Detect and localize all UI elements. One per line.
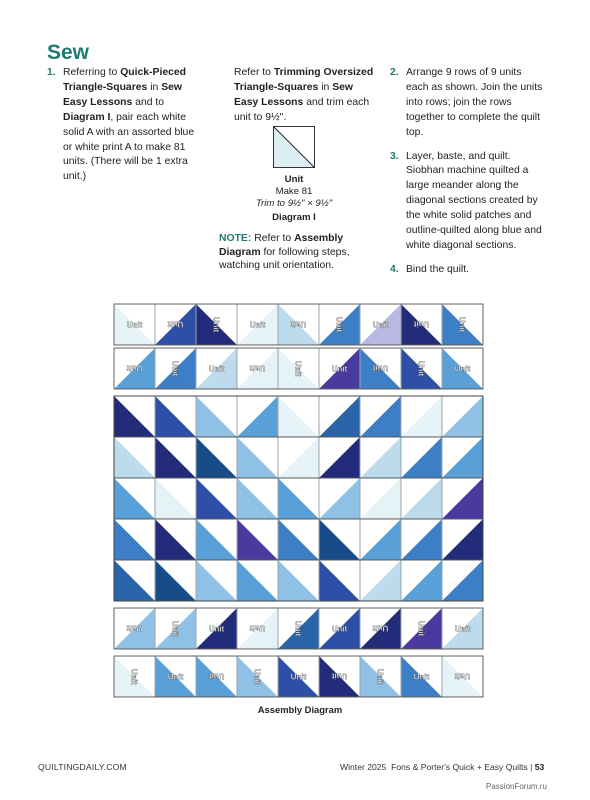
quilt-unit bbox=[196, 478, 237, 519]
quilt-unit bbox=[278, 608, 319, 649]
quilt-unit bbox=[114, 396, 155, 437]
step-4: 4. Bind the quilt. bbox=[390, 263, 469, 275]
quilt-row bbox=[114, 304, 483, 345]
quilt-unit bbox=[155, 437, 196, 478]
quilt-unit bbox=[442, 656, 483, 697]
quilt-unit bbox=[319, 656, 360, 697]
quilt-unit bbox=[196, 656, 237, 697]
unit-label: Unit bbox=[331, 624, 348, 634]
quilt-unit bbox=[278, 656, 319, 697]
quilt-row bbox=[114, 396, 483, 437]
unit-label: Unit bbox=[457, 316, 467, 333]
quilt-unit bbox=[319, 560, 360, 601]
quilt-unit bbox=[237, 656, 278, 697]
quilt-unit bbox=[237, 478, 278, 519]
unit-label: Unit bbox=[167, 319, 184, 329]
quilt-unit bbox=[155, 608, 196, 649]
quilt-unit bbox=[237, 519, 278, 560]
step-number: 1. bbox=[47, 67, 56, 78]
quilt-unit bbox=[237, 304, 278, 345]
quilt-unit bbox=[360, 560, 401, 601]
quilt-unit bbox=[319, 478, 360, 519]
quilt-unit bbox=[196, 304, 237, 345]
unit-label: Unit bbox=[249, 363, 266, 373]
quilt-unit bbox=[401, 304, 442, 345]
quilt-unit bbox=[278, 437, 319, 478]
quilt-unit bbox=[360, 304, 401, 345]
unit-label: Unit bbox=[372, 363, 389, 373]
footer-issue: Winter 2025 bbox=[340, 762, 387, 772]
quilt-row bbox=[114, 560, 483, 601]
quilt-unit bbox=[114, 656, 155, 697]
quilt-unit bbox=[237, 560, 278, 601]
quilt-unit bbox=[442, 304, 483, 345]
unit-label: Unit bbox=[290, 672, 307, 682]
quilt-unit bbox=[401, 519, 442, 560]
quilt-unit bbox=[360, 608, 401, 649]
quilt-unit bbox=[360, 478, 401, 519]
unit-label: Unit bbox=[129, 668, 139, 685]
diagram-title: Diagram I bbox=[272, 212, 316, 223]
unit-label: Unit bbox=[372, 623, 389, 633]
diagram-make-count: Make 81 bbox=[275, 186, 313, 197]
unit-label: Unit bbox=[413, 672, 430, 682]
quilt-unit bbox=[114, 560, 155, 601]
unit-label: Unit bbox=[170, 360, 180, 377]
note-label: NOTE: bbox=[219, 233, 252, 244]
unit-label: Unit bbox=[293, 360, 303, 377]
quilt-unit bbox=[319, 396, 360, 437]
quilt-unit bbox=[319, 437, 360, 478]
unit-label: Unit bbox=[126, 623, 143, 633]
quilt-row bbox=[114, 656, 483, 697]
quilt-row bbox=[114, 519, 483, 560]
quilt-unit bbox=[237, 608, 278, 649]
quilt-unit bbox=[360, 656, 401, 697]
quilt-unit bbox=[401, 396, 442, 437]
unit-label: Unit bbox=[126, 320, 143, 330]
quilt-unit bbox=[442, 478, 483, 519]
step-1: 1. Referring to Quick-Pieced Triangle-Squares in Sew Easy Lessons and to Diagram I, pair each white solid A with an assorted blue or white print A to make 81 units. (There will be 1 extra unit.) bbox=[47, 67, 195, 183]
quilt-unit bbox=[360, 519, 401, 560]
quilt-unit bbox=[196, 396, 237, 437]
quilt-unit bbox=[442, 437, 483, 478]
quilt-unit bbox=[319, 519, 360, 560]
quilt-unit bbox=[114, 478, 155, 519]
footer-separator: | bbox=[530, 762, 533, 772]
quilt-unit bbox=[196, 348, 237, 389]
quilt-unit bbox=[401, 348, 442, 389]
quilt-unit bbox=[442, 560, 483, 601]
unit-label: Unit bbox=[416, 620, 426, 637]
unit-label: Unit bbox=[413, 319, 430, 329]
footer-magazine: Fons & Porter's Quick + Easy Quilts bbox=[391, 762, 528, 772]
quilt-unit bbox=[278, 519, 319, 560]
quilt-unit bbox=[196, 519, 237, 560]
page-number: 53 bbox=[534, 762, 545, 772]
quilt-unit bbox=[196, 437, 237, 478]
quilt-unit bbox=[442, 348, 483, 389]
footer-website: QUILTINGDAILY.COM bbox=[38, 762, 127, 772]
ref-sew-easy-2: Sew Easy Lessons bbox=[234, 81, 353, 108]
quilt-unit bbox=[237, 396, 278, 437]
unit-label: Unit bbox=[334, 316, 344, 333]
middle-column: Refer to Trimming Oversized Triangle-Squares in Sew Easy Lessons and trim each unit to 9½". bbox=[234, 67, 374, 123]
unit-label: Unit bbox=[331, 364, 348, 374]
unit-label: Unit bbox=[331, 671, 348, 681]
unit-label: Unit bbox=[290, 319, 307, 329]
step-3: 3. Layer, baste, and quilt. Siobhan machine quilted a large meander along the diagonal sections created by the white solid patches and outline-quilted along blue and white diagonal sections. bbox=[390, 150, 542, 251]
quilt-unit bbox=[237, 348, 278, 389]
unit-label: Unit bbox=[454, 671, 471, 681]
unit-label: Unit bbox=[211, 316, 221, 333]
quilt-unit bbox=[319, 304, 360, 345]
quilt-row bbox=[114, 348, 483, 389]
step-2: 2. Arrange 9 rows of 9 units each as shown. Join the units into rows; join the rows together to complete the quilt top. bbox=[390, 67, 543, 138]
unit-label: Unit bbox=[293, 620, 303, 637]
quilt-unit bbox=[114, 608, 155, 649]
quilt-unit bbox=[360, 396, 401, 437]
unit-label: Unit bbox=[416, 360, 426, 377]
quilt-unit bbox=[155, 656, 196, 697]
quilt-unit bbox=[401, 437, 442, 478]
unit-label: Unit bbox=[208, 671, 225, 681]
quilt-unit bbox=[360, 437, 401, 478]
quilt-unit bbox=[401, 608, 442, 649]
quilt-row bbox=[114, 437, 483, 478]
quilt-unit bbox=[278, 478, 319, 519]
quilt-unit bbox=[401, 560, 442, 601]
unit-label: Unit bbox=[208, 624, 225, 634]
quilt-unit bbox=[278, 348, 319, 389]
quilt-unit bbox=[442, 396, 483, 437]
quilt-unit bbox=[401, 656, 442, 697]
quilt-unit bbox=[155, 519, 196, 560]
ref-trimming: Trimming Oversized Triangle-Squares bbox=[234, 67, 374, 93]
quilt-unit bbox=[401, 478, 442, 519]
diagram-trim-size: Trim to 9½" × 9½" bbox=[255, 198, 333, 209]
quilt-unit bbox=[196, 560, 237, 601]
quilt-unit bbox=[278, 304, 319, 345]
watermark: PassionForum.ru bbox=[486, 782, 547, 791]
section-heading: Sew bbox=[47, 41, 90, 64]
quilt-unit bbox=[237, 437, 278, 478]
unit-label: Unit bbox=[249, 320, 266, 330]
quilt-unit bbox=[114, 519, 155, 560]
quilt-unit bbox=[442, 519, 483, 560]
ref-assembly-diagram: Assembly Diagram bbox=[219, 233, 344, 258]
quilt-unit bbox=[155, 396, 196, 437]
quilt-unit bbox=[319, 348, 360, 389]
quilt-row bbox=[114, 608, 483, 649]
unit-label: Unit bbox=[167, 672, 184, 682]
quilt-unit bbox=[155, 304, 196, 345]
unit-label: Unit bbox=[252, 668, 262, 685]
unit-label: Unit bbox=[454, 364, 471, 374]
quilt-unit bbox=[196, 608, 237, 649]
ref-sew-easy: Sew Easy Lessons bbox=[63, 81, 182, 108]
quilt-unit bbox=[360, 348, 401, 389]
quilt-unit bbox=[442, 608, 483, 649]
unit-label: Unit bbox=[170, 620, 180, 637]
unit-label: Unit bbox=[454, 624, 471, 634]
ref-quick-pieced: Quick-Pieced Triangle-Squares bbox=[63, 67, 187, 93]
ref-diagram-i: Diagram I bbox=[63, 111, 111, 123]
quilt-unit bbox=[114, 348, 155, 389]
quilt-unit bbox=[319, 608, 360, 649]
quilt-unit bbox=[155, 478, 196, 519]
quilt-row bbox=[114, 478, 483, 519]
quilt-unit bbox=[114, 437, 155, 478]
quilt-unit bbox=[278, 560, 319, 601]
quilt-unit bbox=[278, 396, 319, 437]
quilt-unit bbox=[155, 560, 196, 601]
quilt-unit bbox=[155, 348, 196, 389]
footer-issue-info bbox=[340, 762, 544, 772]
unit-label: Unit bbox=[208, 364, 225, 374]
note: NOTE: Refer to Assembly Diagram for following steps, watching unit orientation. bbox=[219, 233, 350, 271]
assembly-diagram-caption: Assembly Diagram bbox=[257, 704, 343, 715]
quilt-unit bbox=[114, 304, 155, 345]
unit-label: Unit bbox=[372, 320, 389, 330]
diagram-unit-label: Unit bbox=[284, 174, 304, 185]
unit-label: Unit bbox=[126, 363, 143, 373]
unit-label: Unit bbox=[375, 668, 385, 685]
unit-label: Unit bbox=[249, 623, 266, 633]
